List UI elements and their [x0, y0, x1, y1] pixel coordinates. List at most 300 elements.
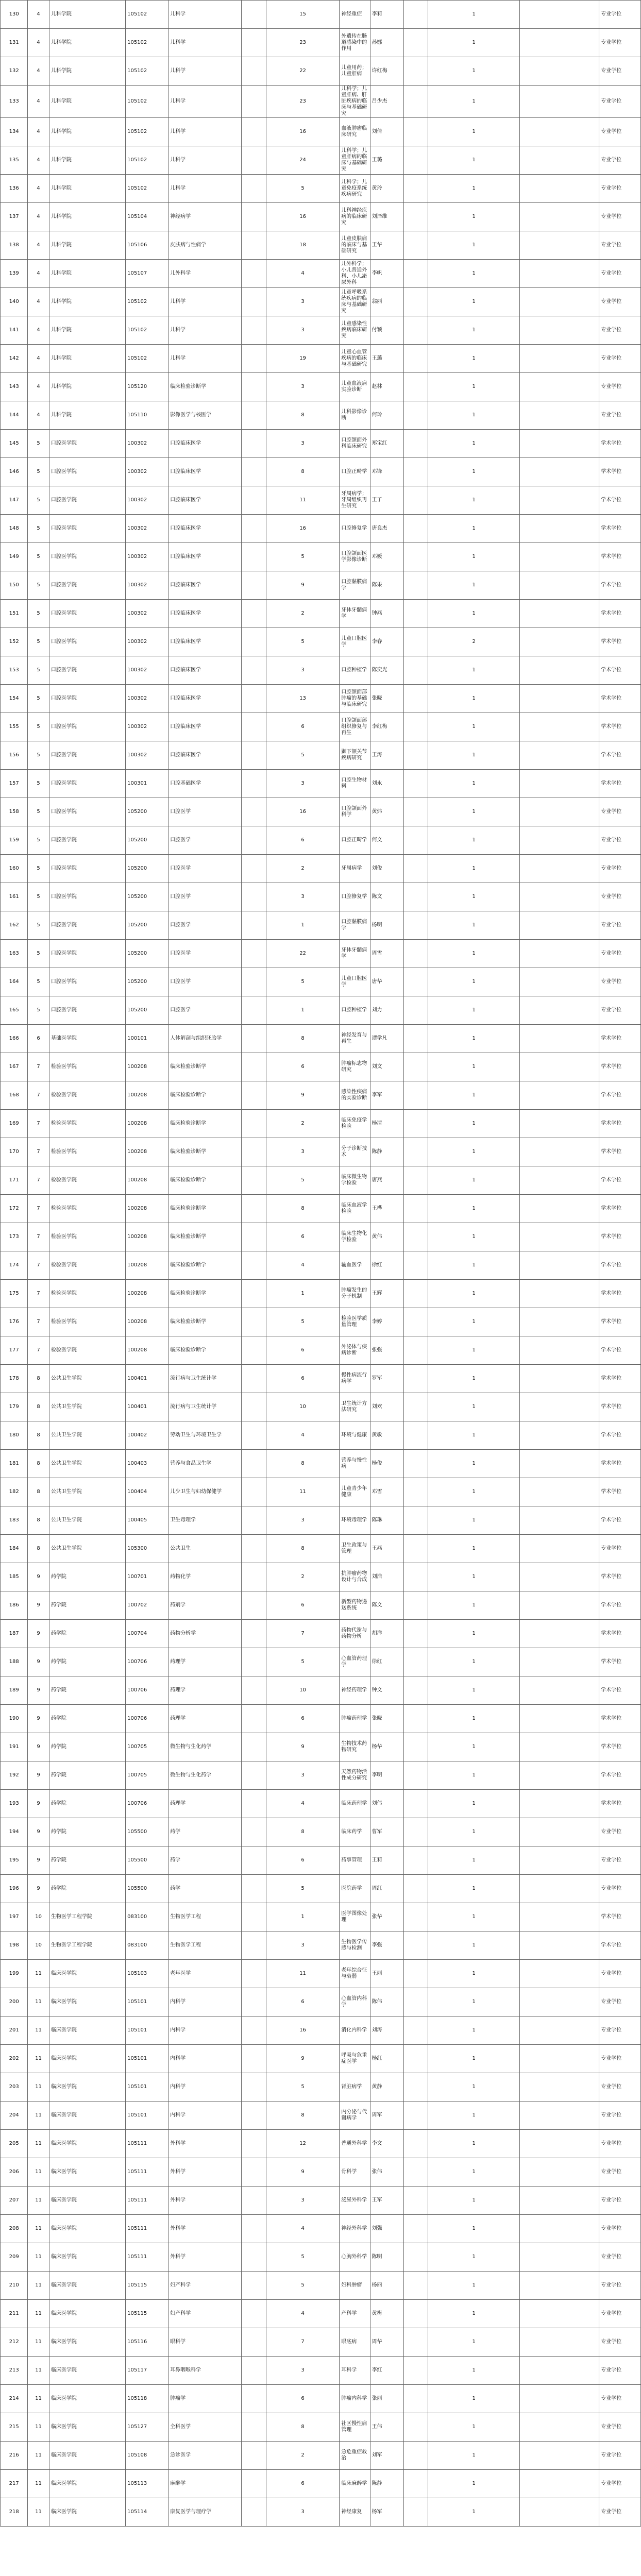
cell-blank-col-a — [242, 1138, 266, 1166]
cell-supervisor: 陈果 — [370, 571, 403, 600]
cell-college-code: 9 — [28, 1591, 49, 1620]
cell-field-code: 1 — [266, 911, 339, 940]
cell-field-code: 3 — [266, 430, 339, 458]
cell-major-code: 100302 — [126, 685, 168, 713]
cell-degree-type: 专业学位 — [599, 911, 641, 940]
cell-research-direction: 口腔颌面外科临床研究 — [340, 430, 370, 458]
cell-field-code: 3 — [266, 883, 339, 911]
cell-supervisor: 王莉 — [370, 1846, 403, 1875]
cell-row-index: 199 — [1, 1960, 28, 1988]
cell-remarks — [520, 1025, 599, 1053]
cell-supervisor: 陈伟 — [370, 1988, 403, 2016]
cell-blank-col-b — [403, 2357, 428, 2385]
cell-remarks — [520, 2272, 599, 2300]
cell-supervisor: 徐红 — [370, 1251, 403, 1280]
cell-college-name: 口腔医学院 — [49, 515, 125, 543]
cell-quota: 1 — [428, 741, 520, 770]
cell-major-name: 药学 — [168, 1818, 242, 1846]
cell-major-code: 100302 — [126, 430, 168, 458]
cell-row-index: 195 — [1, 1846, 28, 1875]
cell-blank-col-a — [242, 1081, 266, 1110]
cell-quota: 1 — [428, 2102, 520, 2130]
cell-research-direction: 牙体牙髓病学 — [340, 940, 370, 968]
cell-supervisor: 刘军 — [370, 2442, 403, 2470]
cell-college-name: 口腔医学院 — [49, 656, 125, 685]
cell-college-name: 口腔医学院 — [49, 713, 125, 741]
cell-college-code: 7 — [28, 1223, 49, 1251]
cell-row-index: 183 — [1, 1506, 28, 1535]
cell-research-direction: 口腔正畸学 — [340, 826, 370, 855]
cell-blank-col-b — [403, 486, 428, 515]
cell-quota: 1 — [428, 486, 520, 515]
cell-row-index: 140 — [1, 288, 28, 316]
cell-row-index: 145 — [1, 430, 28, 458]
cell-degree-type: 专业学位 — [599, 231, 641, 260]
cell-supervisor: 王璐 — [370, 146, 403, 175]
cell-remarks — [520, 770, 599, 798]
cell-major-name: 影像医学与核医学 — [168, 401, 242, 430]
cell-supervisor: 邓锋 — [370, 458, 403, 486]
cell-blank-col-b — [403, 1903, 428, 1931]
table-row — [1, 29, 641, 57]
cell-field-code: 3 — [266, 1138, 339, 1166]
table-row — [1, 1110, 641, 1138]
cell-college-code: 9 — [28, 1818, 49, 1846]
cell-blank-col-b — [403, 911, 428, 940]
cell-remarks — [520, 1875, 599, 1903]
cell-blank-col-a — [242, 1903, 266, 1931]
cell-field-code: 8 — [266, 1535, 339, 1563]
cell-supervisor: 许红梅 — [370, 57, 403, 86]
cell-blank-col-a — [242, 968, 266, 996]
cell-major-code: 100704 — [126, 1620, 168, 1648]
cell-research-direction: 消化内科学 — [340, 2016, 370, 2045]
table-row — [1, 401, 641, 430]
cell-row-index: 146 — [1, 458, 28, 486]
cell-remarks — [520, 1761, 599, 1790]
cell-research-direction: 骨科学 — [340, 2158, 370, 2187]
cell-remarks — [520, 741, 599, 770]
cell-degree-type: 专业学位 — [599, 2328, 641, 2357]
cell-row-index: 147 — [1, 486, 28, 515]
cell-blank-col-b — [403, 996, 428, 1025]
cell-remarks — [520, 2413, 599, 2442]
cell-college-name: 检验医学院 — [49, 1280, 125, 1308]
cell-blank-col-b — [403, 2328, 428, 2357]
cell-row-index: 211 — [1, 2300, 28, 2328]
cell-blank-col-a — [242, 1280, 266, 1308]
cell-research-direction: 外遗传在肠道感染中的作用 — [340, 29, 370, 57]
cell-quota: 1 — [428, 2215, 520, 2243]
cell-college-name: 检验医学院 — [49, 1195, 125, 1223]
cell-college-code: 8 — [28, 1478, 49, 1506]
cell-college-name: 药学院 — [49, 1875, 125, 1903]
cell-college-name: 药学院 — [49, 1563, 125, 1591]
cell-research-direction: 儿科影像诊断 — [340, 401, 370, 430]
table-row — [1, 1846, 641, 1875]
cell-college-code: 4 — [28, 231, 49, 260]
cell-row-index: 136 — [1, 175, 28, 203]
cell-research-direction: 神经重症 — [340, 1, 370, 29]
cell-blank-col-a — [242, 1421, 266, 1450]
cell-quota: 1 — [428, 1931, 520, 1960]
cell-field-code: 10 — [266, 1676, 339, 1705]
cell-row-index: 181 — [1, 1450, 28, 1478]
cell-college-code: 11 — [28, 2016, 49, 2045]
cell-degree-type: 专业学位 — [599, 2413, 641, 2442]
cell-row-index: 137 — [1, 203, 28, 231]
cell-quota: 1 — [428, 345, 520, 373]
cell-college-code: 11 — [28, 1960, 49, 1988]
cell-remarks — [520, 1931, 599, 1960]
cell-row-index: 178 — [1, 1365, 28, 1393]
cell-degree-type: 专业学位 — [599, 401, 641, 430]
cell-field-code: 5 — [266, 968, 339, 996]
table-row — [1, 2357, 641, 2385]
cell-quota: 1 — [428, 430, 520, 458]
cell-supervisor: 何玲 — [370, 401, 403, 430]
cell-blank-col-a — [242, 2158, 266, 2187]
cell-blank-col-a — [242, 57, 266, 86]
cell-remarks — [520, 1676, 599, 1705]
cell-quota: 1 — [428, 2158, 520, 2187]
cell-degree-type: 学术学位 — [599, 1166, 641, 1195]
cell-research-direction: 医学图像处理 — [340, 1903, 370, 1931]
cell-blank-col-a — [242, 2045, 266, 2073]
cell-quota: 1 — [428, 1535, 520, 1563]
cell-research-direction: 儿童口腔医学 — [340, 968, 370, 996]
cell-major-code: 100208 — [126, 1251, 168, 1280]
cell-field-code: 2 — [266, 1110, 339, 1138]
cell-college-code: 4 — [28, 57, 49, 86]
cell-supervisor: 陈琳 — [370, 1506, 403, 1535]
cell-degree-type: 学术学位 — [599, 571, 641, 600]
cell-remarks — [520, 2215, 599, 2243]
cell-blank-col-b — [403, 741, 428, 770]
cell-college-name: 儿科学院 — [49, 118, 125, 146]
cell-research-direction: 儿科神经疾病的临床研究 — [340, 203, 370, 231]
cell-major-name: 流行病与卫生统计学 — [168, 1393, 242, 1421]
cell-major-code: 105101 — [126, 2102, 168, 2130]
cell-college-code: 11 — [28, 2243, 49, 2272]
cell-blank-col-b — [403, 1676, 428, 1705]
cell-supervisor: 黄伟 — [370, 1223, 403, 1251]
cell-major-name: 营养与食品卫生学 — [168, 1450, 242, 1478]
cell-blank-col-a — [242, 288, 266, 316]
table-row — [1, 175, 641, 203]
cell-college-code: 5 — [28, 685, 49, 713]
table-row — [1, 2470, 641, 2498]
cell-college-code: 7 — [28, 1166, 49, 1195]
table-row — [1, 288, 641, 316]
cell-quota: 1 — [428, 1875, 520, 1903]
cell-college-name: 口腔医学院 — [49, 968, 125, 996]
cell-quota: 1 — [428, 373, 520, 401]
cell-major-name: 神经病学 — [168, 203, 242, 231]
cell-college-code: 10 — [28, 1931, 49, 1960]
cell-supervisor: 李文 — [370, 2130, 403, 2158]
cell-major-code: 100208 — [126, 1053, 168, 1081]
cell-college-name: 口腔医学院 — [49, 911, 125, 940]
cell-college-code: 7 — [28, 1053, 49, 1081]
cell-college-name: 检验医学院 — [49, 1081, 125, 1110]
table-row — [1, 2442, 641, 2470]
cell-major-name: 内科学 — [168, 2045, 242, 2073]
cell-research-direction: 临床血液学检验 — [340, 1195, 370, 1223]
cell-quota: 1 — [428, 1166, 520, 1195]
cell-supervisor: 罗军 — [370, 1365, 403, 1393]
cell-research-direction: 神经发育与再生 — [340, 1025, 370, 1053]
cell-research-direction: 生物医学传感与检测 — [340, 1931, 370, 1960]
cell-research-direction: 临床麻醉学 — [340, 2470, 370, 2498]
cell-degree-type: 学术学位 — [599, 1705, 641, 1733]
cell-research-direction: 环境与健康 — [340, 1421, 370, 1450]
cell-remarks — [520, 798, 599, 826]
cell-quota: 1 — [428, 1251, 520, 1280]
cell-college-name: 临床医学院 — [49, 2016, 125, 2045]
cell-field-code: 15 — [266, 1, 339, 29]
cell-major-name: 微生物与生化药学 — [168, 1761, 242, 1790]
cell-major-code: 105102 — [126, 288, 168, 316]
cell-college-code: 11 — [28, 2272, 49, 2300]
table-row — [1, 458, 641, 486]
cell-blank-col-a — [242, 118, 266, 146]
cell-quota: 1 — [428, 2272, 520, 2300]
cell-remarks — [520, 2470, 599, 2498]
cell-blank-col-b — [403, 1535, 428, 1563]
cell-blank-col-a — [242, 2498, 266, 2527]
cell-degree-type: 专业学位 — [599, 118, 641, 146]
table-row — [1, 231, 641, 260]
cell-quota: 1 — [428, 231, 520, 260]
cell-degree-type: 学术学位 — [599, 1450, 641, 1478]
cell-college-name: 口腔医学院 — [49, 741, 125, 770]
cell-college-name: 临床医学院 — [49, 2498, 125, 2527]
cell-blank-col-a — [242, 29, 266, 57]
cell-major-name: 药剂学 — [168, 1591, 242, 1620]
cell-blank-col-a — [242, 2243, 266, 2272]
cell-college-name: 药学院 — [49, 1846, 125, 1875]
cell-major-code: 100208 — [126, 1138, 168, 1166]
cell-college-code: 11 — [28, 1988, 49, 2016]
cell-major-name: 公共卫生 — [168, 1535, 242, 1563]
cell-research-direction: 天然药物活性成分研究 — [340, 1761, 370, 1790]
cell-blank-col-a — [242, 1733, 266, 1761]
cell-row-index: 133 — [1, 86, 28, 118]
cell-research-direction: 儿科学；儿童免疫系统疾病研究 — [340, 175, 370, 203]
table-row — [1, 203, 641, 231]
cell-college-code: 5 — [28, 855, 49, 883]
table-row — [1, 118, 641, 146]
cell-quota: 1 — [428, 1365, 520, 1393]
cell-college-code: 5 — [28, 515, 49, 543]
cell-research-direction: 肿瘤药理学 — [340, 1705, 370, 1733]
cell-college-name: 口腔医学院 — [49, 486, 125, 515]
cell-remarks — [520, 628, 599, 656]
cell-row-index: 169 — [1, 1110, 28, 1138]
cell-major-name: 临床检验诊断学 — [168, 1195, 242, 1223]
cell-degree-type: 学术学位 — [599, 1591, 641, 1620]
cell-research-direction: 抗肿瘤药物设计与合成 — [340, 1563, 370, 1591]
cell-blank-col-b — [403, 2470, 428, 2498]
cell-row-index: 207 — [1, 2187, 28, 2215]
cell-major-code: 105102 — [126, 57, 168, 86]
cell-supervisor: 李红梅 — [370, 713, 403, 741]
table-row — [1, 2300, 641, 2328]
cell-research-direction: 药物代谢与药物分析 — [340, 1620, 370, 1648]
cell-blank-col-b — [403, 2045, 428, 2073]
cell-supervisor: 李军 — [370, 1081, 403, 1110]
cell-college-code: 4 — [28, 86, 49, 118]
table-row — [1, 628, 641, 656]
cell-remarks — [520, 685, 599, 713]
cell-supervisor: 周红 — [370, 1875, 403, 1903]
cell-field-code: 4 — [266, 1251, 339, 1280]
cell-research-direction: 心血管药理学 — [340, 1648, 370, 1676]
cell-major-code: 105111 — [126, 2187, 168, 2215]
table-row — [1, 713, 641, 741]
cell-research-direction: 临床生物化学检验 — [340, 1223, 370, 1251]
table-row — [1, 1280, 641, 1308]
cell-major-name: 儿科学 — [168, 288, 242, 316]
cell-research-direction: 血液肿瘤临床研究 — [340, 118, 370, 146]
cell-major-code: 105111 — [126, 2243, 168, 2272]
cell-row-index: 200 — [1, 1988, 28, 2016]
cell-row-index: 186 — [1, 1591, 28, 1620]
cell-remarks — [520, 656, 599, 685]
table-row — [1, 968, 641, 996]
cell-degree-type: 专业学位 — [599, 2158, 641, 2187]
cell-field-code: 3 — [266, 770, 339, 798]
cell-field-code: 23 — [266, 86, 339, 118]
cell-college-name: 儿科学院 — [49, 401, 125, 430]
cell-major-code: 100706 — [126, 1705, 168, 1733]
cell-major-name: 药学 — [168, 1875, 242, 1903]
cell-degree-type: 专业学位 — [599, 1535, 641, 1563]
cell-college-name: 检验医学院 — [49, 1166, 125, 1195]
cell-college-code: 9 — [28, 1620, 49, 1648]
cell-college-code: 5 — [28, 628, 49, 656]
cell-blank-col-b — [403, 2130, 428, 2158]
cell-college-code: 4 — [28, 175, 49, 203]
cell-college-code: 5 — [28, 741, 49, 770]
cell-blank-col-a — [242, 260, 266, 288]
cell-college-name: 临床医学院 — [49, 2272, 125, 2300]
cell-remarks — [520, 826, 599, 855]
cell-supervisor: 刘欢 — [370, 1393, 403, 1421]
cell-college-name: 口腔医学院 — [49, 430, 125, 458]
cell-degree-type: 学术学位 — [599, 1053, 641, 1081]
cell-major-code: 100705 — [126, 1733, 168, 1761]
cell-quota: 1 — [428, 401, 520, 430]
cell-blank-col-a — [242, 1506, 266, 1535]
table-row — [1, 316, 641, 345]
cell-row-index: 205 — [1, 2130, 28, 2158]
cell-row-index: 216 — [1, 2442, 28, 2470]
cell-college-code: 7 — [28, 1195, 49, 1223]
cell-remarks — [520, 2187, 599, 2215]
cell-college-code: 8 — [28, 1535, 49, 1563]
cell-degree-type: 学术学位 — [599, 458, 641, 486]
cell-college-name: 药学院 — [49, 1620, 125, 1648]
cell-quota: 1 — [428, 458, 520, 486]
cell-blank-col-a — [242, 1336, 266, 1365]
cell-quota: 1 — [428, 1705, 520, 1733]
cell-major-name: 外科学 — [168, 2158, 242, 2187]
cell-remarks — [520, 345, 599, 373]
cell-college-name: 临床医学院 — [49, 2215, 125, 2243]
cell-college-name: 检验医学院 — [49, 1053, 125, 1081]
cell-remarks — [520, 203, 599, 231]
cell-quota: 1 — [428, 146, 520, 175]
cell-college-code: 7 — [28, 1138, 49, 1166]
cell-field-code: 2 — [266, 600, 339, 628]
cell-row-index: 206 — [1, 2158, 28, 2187]
table-row — [1, 1705, 641, 1733]
cell-row-index: 155 — [1, 713, 28, 741]
cell-research-direction: 营养与慢性病 — [340, 1450, 370, 1478]
cell-quota: 1 — [428, 118, 520, 146]
cell-blank-col-b — [403, 2442, 428, 2470]
cell-remarks — [520, 1365, 599, 1393]
cell-college-code: 5 — [28, 430, 49, 458]
cell-supervisor: 杨华 — [370, 1733, 403, 1761]
cell-supervisor: 唐燕 — [370, 1166, 403, 1195]
cell-supervisor: 杨俊 — [370, 1450, 403, 1478]
cell-research-direction: 颞下颌关节疾病研究 — [340, 741, 370, 770]
cell-field-code: 8 — [266, 458, 339, 486]
cell-college-code: 5 — [28, 883, 49, 911]
cell-college-name: 儿科学院 — [49, 86, 125, 118]
cell-major-code: 100101 — [126, 1025, 168, 1053]
cell-blank-col-b — [403, 2243, 428, 2272]
cell-field-code: 1 — [266, 996, 339, 1025]
cell-research-direction: 口腔颌面医学影像诊断 — [340, 543, 370, 571]
table-row — [1, 770, 641, 798]
cell-major-code: 100302 — [126, 628, 168, 656]
cell-field-code: 6 — [266, 1591, 339, 1620]
cell-college-name: 临床医学院 — [49, 2243, 125, 2272]
cell-field-code: 5 — [266, 543, 339, 571]
cell-major-name: 临床检验诊断学 — [168, 1280, 242, 1308]
cell-major-code: 105118 — [126, 2385, 168, 2413]
cell-college-code: 11 — [28, 2470, 49, 2498]
cell-major-code: 105200 — [126, 911, 168, 940]
cell-supervisor: 曹军 — [370, 1818, 403, 1846]
cell-major-code: 100208 — [126, 1081, 168, 1110]
table-row — [1, 1620, 641, 1648]
cell-degree-type: 专业学位 — [599, 940, 641, 968]
cell-research-direction: 儿童血液病实验诊断 — [340, 373, 370, 401]
table-row — [1, 996, 641, 1025]
cell-blank-col-a — [242, 1110, 266, 1138]
cell-college-name: 临床医学院 — [49, 2045, 125, 2073]
cell-major-code: 083100 — [126, 1903, 168, 1931]
cell-quota: 1 — [428, 656, 520, 685]
table-row — [1, 1478, 641, 1506]
table-row — [1, 741, 641, 770]
cell-major-name: 口腔临床医学 — [168, 486, 242, 515]
cell-blank-col-a — [242, 1591, 266, 1620]
cell-college-name: 临床医学院 — [49, 2187, 125, 2215]
cell-blank-col-a — [242, 855, 266, 883]
cell-degree-type: 学术学位 — [599, 1223, 641, 1251]
cell-research-direction: 口腔修复学 — [340, 515, 370, 543]
cell-research-direction: 临床药学 — [340, 1818, 370, 1846]
cell-research-direction: 口腔黏膜病学 — [340, 571, 370, 600]
cell-blank-col-a — [242, 571, 266, 600]
cell-degree-type: 专业学位 — [599, 2187, 641, 2215]
